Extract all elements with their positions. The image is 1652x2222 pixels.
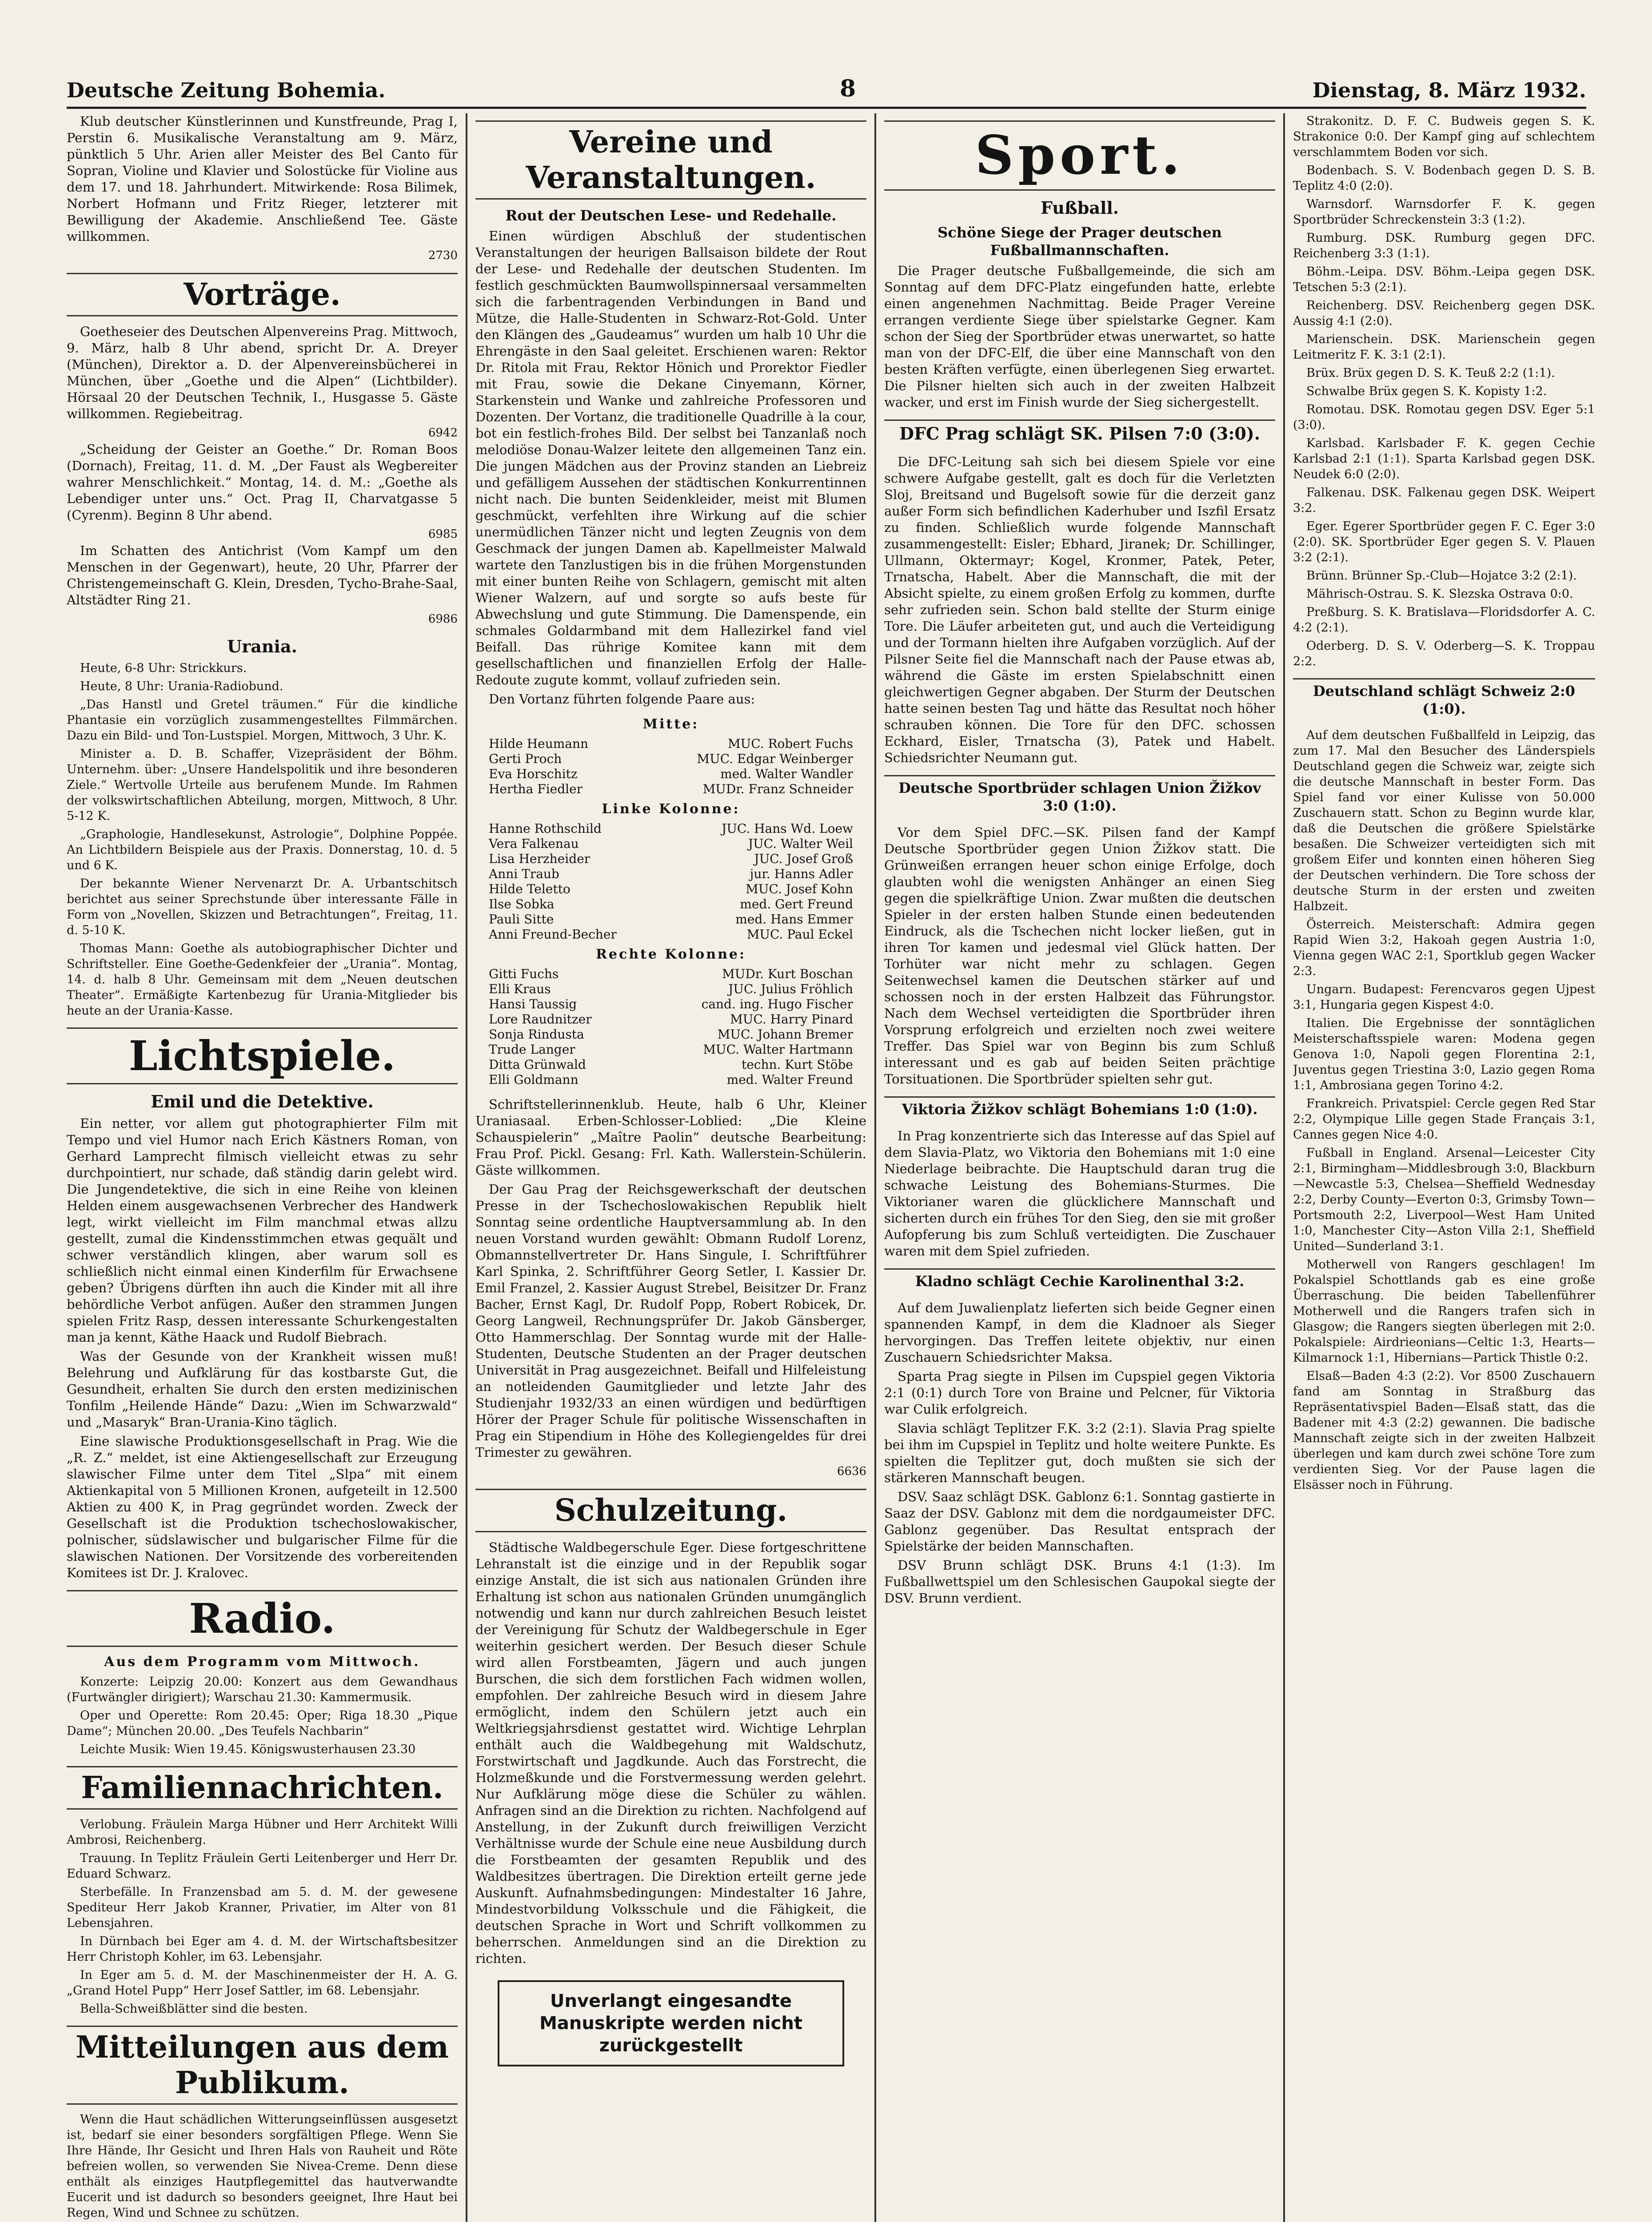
issue-date: Dienstag, 8. März 1932. — [1312, 78, 1586, 102]
radio-item: Konzerte: Leipzig 20.00: Konzert aus dem Gewandhaus (Furtwängler dirigiert); Warschau 21.30: Kammermusik. — [67, 1675, 458, 1704]
pair-row: Gitti Fuchs MUDr. Kurt Boschan — [489, 967, 853, 981]
pairs-heading-links: Linke Kolonne: — [602, 801, 740, 817]
pair-row: Hilde Heumann MUC. Robert Fuchs — [489, 736, 853, 751]
klub-text: Klub deutscher Künstlerinnen und Kunstfreunde, Prag I, Perstin 6. Musikalische Veranstaltung am 9. März, pünktlich 5 Uhr. Arien aller Meister des Bel Canto für Sopran, Violine und Klavier und Solostücke für Violine aus dem 17. und 18. Jahrhundert. Mitwirkende: Rosa Bilimek, Norbert Hofmann und Fritz Rieger, letzterer mit Bewilligung der Akademie. Anschließend Tee. Gäste willkommen. — [67, 114, 458, 244]
radio-subheading: Aus dem Programm vom Mittwoch. — [104, 1654, 420, 1670]
vortrag-item: Im Schatten des Antichrist (Vom Kampf um den Menschen in der Gegenwart), heute, 20 Uhr, Pfarrer der Christengemeinschaft G. Klein, Dresden, Tycho-Brahe-Saal, Altstädter Ring 21. — [67, 543, 458, 607]
article-radio — [67, 1674, 458, 1757]
pair-row: Trude Langer MUC. Walter Hartmann — [489, 1042, 853, 1057]
section-heading-familie: Familiennachrichten. — [67, 1766, 458, 1810]
subheading-dfc: DFC Prag schlägt SK. Pilsen 7:0 (3:0). — [884, 420, 1275, 447]
page-number: 8 — [840, 75, 856, 102]
pair-row: Anni Freund-Becher MUC. Paul Eckel — [489, 927, 853, 942]
section-heading-vereine: Vereine und Veranstaltungen. — [475, 120, 866, 200]
result-item: Karlsbad. Karlsbader F. K. gegen Cechie Karlsbad 2:1 (1:1). Sparta Karlsbad gegen DSK. Neudek 6:0 (2:0). — [1293, 436, 1595, 481]
pair-row: Gerti Proch MUC. Edgar Weinberger — [489, 751, 853, 766]
pairs-heading-rechts: Rechte Kolonne: — [595, 947, 746, 962]
urania-item: Der bekannte Wiener Nervenarzt Dr. A. Urbantschitsch berichtet aus seiner Sprechstunde über interessante Fälle in Form von „Novellen, Skizzen und Betrachtungen“, Freitag, 11. d. 5-10 K. — [67, 877, 458, 937]
column-rule — [874, 113, 876, 2222]
article-familie — [67, 1817, 458, 2017]
sport-text: Elsaß—Baden 4:3 (2:2). Vor 8500 Zuschauern fand am Sonntag in Straßburg das Repräsentativspiel Baden—Elsaß statt, das die Badener mit 4:3 (2:2) gewannen. Die badische Mannschaft zeigte sich in der zweiten Halbzeit überlegen und kam durch zwei schöne Tore zum verdienten Sieg. Vor der Pause lagen die Elsässer noch in Führung. — [1293, 1369, 1595, 1492]
advert-line: Bella-Schweißblätter sind die besten. — [80, 2002, 308, 2016]
sport-text: Fußball in England. Arsenal—Leicester City 2:1, Birmingham—Middlesbrough 3:0, Blackburn—Newcastle 5:3, Chelsea—Sheffield Wednesday 2:2, Derby County—Everton 0:3, Grimsby Town—Portsmouth 2:2, Liverpool—West Ham United 1:0, Manchester City—Aston Villa 2:1, Sheffield United—Sunderland 3:1. — [1293, 1146, 1595, 1253]
pair-row: Elli Kraus JUC. Julius Fröhlich — [489, 982, 853, 996]
film-notice: Was der Gesunde von der Krankheit wissen muß! Belehrung und Aufklärung für das kostbarste Gut, die Gesundheit, erhalten Sie durch den ersten medizinischen Tonfilm „Heilende Hände“ Dazu: „Wien im Schwarzwald“ und „Masaryk“ Bran-Urania-Kino täglich. — [67, 1349, 458, 1430]
result-item: Brüx. Brüx gegen D. S. K. Teuß 2:2 (1:1). — [1306, 366, 1555, 380]
newspaper-title: Deutsche Zeitung Bohemia. — [67, 78, 386, 102]
sport-text: Frankreich. Privatspiel: Cercle gegen Red Star 2:2, Olympique Lille gegen Stade Français 3:1, Cannes gegen Nice 4:0. — [1293, 1097, 1595, 1142]
mitteilung-text: Wenn die Haut schädlichen Witterungseinflüssen ausgesetzt ist, bedarf sie einer besonders sorgfältigen Pflege. Wenn Sie Ihre Hände, Ihr Gesicht und Ihren Hals von Rauheit und Röte befreien wollen, so verwenden Sie Nivea-Creme. Denn diese enthält als einziges Hautpflegemittel das hautverwandte Eucerit und ist dadurch so besonders geeignet, Ihre Haut bei Regen, Wind und Schnee zu schützen. — [67, 2113, 458, 2220]
sport-text: In Prag konzentrierte sich das Interesse auf das Spiel auf dem Slavia-Platz, wo Viktoria den Bohemians mit 1:0 eine Niederlage beibrachte. Die Hauptschuld daran trug die schwache Leistung des Bohemians-Sturmes. Die Viktorianer waren die glücklichere Mannschaft und sicherten durch ein frühes Tor den Sieg, den sie mit großer Aufopferung bis zum Schluß verteidigten. Die Zuschauer waren mit dem Spiel zufrieden. — [884, 1128, 1275, 1259]
article-rout — [475, 228, 866, 707]
subheading-rout: Rout der Deutschen Lese- und Redehalle. — [505, 207, 837, 224]
article-results — [1293, 113, 1595, 669]
pairs-list-rechts — [475, 967, 866, 1087]
subheading-deutschland-schweiz: Deutschland schlägt Schweiz 2:0 (1:0). — [1293, 678, 1595, 720]
article-dfc — [884, 454, 1275, 766]
result-item: Strakonitz. D. F. C. Budweis gegen S. K. Strakonice 0:0. Der Kampf ging auf schlechtem verschlammtem Boden vor sich. — [1293, 114, 1595, 159]
pair-row: Hanne Rothschild JUC. Hans Wd. Loew — [489, 821, 853, 836]
pair-row: Hertha Fiedler MUDr. Franz Schneider — [489, 782, 853, 796]
family-item: Trauung. In Teplitz Fräulein Gerti Leitenberger und Herr Dr. Eduard Schwarz. — [67, 1851, 458, 1881]
rout-text: Einen würdigen Abschluß der studentischen Veranstaltungen der heurigen Ballsaison bildete der Rout der Lese- und Redehalle der deutschen Studenten. Im festlich geschmückten Baumwollspinnersaal versammelten sich die farbentragenden Verbindungen in Band und Mütze, die Halle-Studenten in Schwarz-Rot-Gold. Unter den Klängen des „Gaudeamus“ wurden um halb 10 Uhr die Ehrengäste in den Saal geleitet. Erschienen waren: Rektor Dr. Ritola mit Frau, Rektor Hönich und Prorektor Fiedler mit Frau, sowie die Dekane Cinyemann, Körner, Starkenstein und Wanke und zahlreiche Professoren und Dozenten. Der Vortanz, die traditionelle Quadrille à la cour, bot ein festlich-frohes Bild. Der selbst bei Tanzanlaß noch melodiöse Donau-Walzer leitete den allgemeinen Tanz ein. Die jungen Mädchen aus der Provinz standen an Liebreiz und gefälligem Aussehen der städtischen Konkurrentinnen nicht nach. Die bunten Seidenkleider, meist mit Blumen geschmückt, verfehlten ihre Wirkung auf die schier unermüdlichen Tänzer nicht und legten Zeugnis von dem Geschmack der jungen Damen ab. Kapellmeister Malwald wartete den Tanzlustigen bis in die frühen Morgenstunden mit einer bunten Reihe von Schlagern, gemischt mit alten Wiener Walzern, auf und sorgte so aufs beste für Abwechslung und gute Stimmung. Die Damenspende, ein schmales Goldarmband mit dem Hallezirkel fand viel Beifall. Das rührige Komitee kann mit dem gesellschaftlichen und finanziellen Erfolg der Halle-Redoute zugute kommt, vollauf zufrieden sein. — [475, 228, 866, 687]
article-schulzeitung — [475, 1539, 866, 1967]
section-heading-mitteilungen: Mitteilungen aus dem Publikum. — [67, 2026, 458, 2105]
result-item: Falkenau. DSK. Falkenau gegen DSK. Weipert 3:2. — [1293, 486, 1595, 515]
article-vereine-more — [475, 1096, 866, 1480]
urania-item: „Graphologie, Handlesekunst, Astrologie“, Dolphine Poppée. An Lichtbildern Beispiele aus der Praxis. Donnerstag, 10. d. 5 und 6 K. — [67, 827, 458, 872]
pair-row: Hilde Teletto MUC. Josef Kohn — [489, 882, 853, 896]
pair-row: Lore Raudnitzer MUC. Harry Pinard — [489, 1012, 853, 1027]
pair-row: Vera Falkenau JUC. Walter Weil — [489, 836, 853, 851]
film-review: Ein netter, vor allem gut photographierter Film mit Tempo und viel Humor nach Erich Kästners Roman, von Gerhard Lamprecht filmisch vielleicht etwas zu sehr durchpointiert, nur schade, daß ständig darin gelebt wird. Die Jungendetektive, die sich in eine Reihe von kleinen Helden einem ausgewachsenen Verbrecher des Handwerk legt, wirkt vielleicht im Film manchmal etwas allzu gestellt, zumal die Kindensstimmchen etwas gequält und schwer verständlich klingen, aber warum soll es schließlich nicht einmal einen Kinderfilm für Erwachsene geben? Übrigens dürften ihn auch die Kinder mit all ihre behördliche Verbot anfügen. Außer den strammen Jungen spielen Fritz Rasp, dessen interessante Schurkengestalten man ja kennt, Käthe Haack und Rudolf Biebrach. — [67, 1116, 458, 1345]
family-item: In Eger am 5. d. M. der Maschinenmeister der H. A. G. „Grand Hotel Pupp“ Herr Josef Sattler, im 68. Lebensjahr. — [67, 1968, 458, 1998]
article-urania — [67, 660, 458, 1019]
sport-text: Auf dem Juwalienplatz lieferten sich beide Gegner einen spannenden Kampf, in dem die Kladnoer als Sieger hervorgingen. Das Treffen leitete objektiv, nur einen Zuschauern Schiedsrichter Maksa. — [884, 1300, 1275, 1365]
radio-item: Leichte Musik: Wien 19.45. Königswusterhausen 23.30 — [80, 1742, 416, 1756]
pair-row: Lisa Herzheider JUC. Josef Groß — [489, 851, 853, 866]
result-item: Bodenbach. S. V. Bodenbach gegen D. S. B. Teplitz 4:0 (2:0). — [1293, 164, 1595, 193]
sport-short: Sparta Prag siegte in Pilsen im Cupspiel gegen Viktoria 2:1 (0:1) durch Tore von Braine und Pelcner, für Viktoria war Culik erfolgreich. — [884, 1369, 1275, 1417]
family-item: Sterbefälle. In Franzensbad am 5. d. M. der gewesene Spediteur Herr Jakob Kranner, Privatier, im Alter von 81 Lebensjahren. — [67, 1885, 458, 1930]
result-item: Mährisch-Ostrau. S. K. Slezska Ostrava 0:0. — [1306, 587, 1573, 601]
urania-item: Thomas Mann: Goethe als autobiographischer Dichter und Schriftsteller. Eine Goethe-Gedenkfeier der „Urania“. Montag, 14. d. halb 8 Uhr. Gemeinsam mit dem „Neuen deutschen Theater“. Ermäßigte Kartenbezug für Urania-Mitglieder bis heute an der Urania-Kasse. — [67, 942, 458, 1018]
column-rule — [466, 113, 467, 2222]
urania-item: Heute, 8 Uhr: Urania-Radiobund. — [80, 679, 283, 693]
sport-short: DSV Brunn schlägt DSK. Bruns 4:1 (1:3). Im Fußballwettspiel um den Schlesischen Gaupokal siegte der DSV. Brunn verdient. — [884, 1558, 1275, 1606]
subheading-fussball: Fußball. — [1040, 198, 1119, 218]
result-item: Eger. Egerer Sportbrüder gegen F. C. Eger 3:0 (2:0). SK. Sportbrüder Eger gegen S. V. Plauen 3:2 (2:1). — [1293, 520, 1595, 564]
sport-text: Die Prager deutsche Fußballgemeinde, die sich am Sonntag auf dem DFC-Platz eingefunden hatte, erlebte einen angenehmen Nachmittag. Beide Prager Vereine errangen verdiente Siege über spielstarke Gegner. Kam schon der Sieg der Sportbrüder etwas unerwartet, so hatte man von der DFC-Elf, die über eine Mannschaft von den besten Kräften verfügte, einen überlegenen Sieg erwartet. Die Pilsner hielten sich auch in der zweiten Halbzeit wacker, und erst im Finish wurde der Sieg sichergestellt. — [884, 263, 1275, 410]
sport-text: Vor dem Spiel DFC.—SK. Pilsen fand der Kampf Deutsche Sportbrüder gegen Union Žižkov statt. Die Grünweißen errangen heuer schon einige Erfolge, doch glaubten wohl die wenigsten Anhänger an einen Sieg gegen die spielkräftige Union. Zwar mußten die deutschen Spieler in der ersten halben Stunde einen bedeutenden Eindruck, als die Tschechen nicht locker ließen, gut in ihren Tor kamen und jedesmal viel Glück hatten. Der Torhüter war nicht mehr zu schlagen. Gegen Seitenwechsel kamen die Deutschen stärker auf und schossen noch in der ersten Halbzeit das Führungstor. Nach dem Wechsel verteidigten die Sportbrüder ihren Vorsprung erfolgreich und erzielten noch zwei weitere Treffer. Das Spiel war von Beginn bis zum Schluß interessant und es gab auf beiden Seiten prächtige Torsituationen. Die Sportbrüder spielten sehr gut. — [884, 825, 1275, 1087]
section-heading-schulzeitung: Schulzeitung. — [475, 1489, 866, 1532]
pair-row: Pauli Sitte med. Hans Emmer — [489, 912, 853, 927]
section-heading-vortraege: Vorträge. — [67, 273, 458, 316]
subheading-emil: Emil und die Detektive. — [151, 1091, 374, 1111]
manuscript-notice-box: Unverlangt eingesandte Manuskripte werden nicht zurückgestellt — [498, 1980, 844, 2066]
pair-row: Hansi Taussig cand. ing. Hugo Fischer — [489, 997, 853, 1011]
column-3 — [884, 113, 1275, 2222]
section-heading-lichtspiele: Lichtspiele. — [67, 1027, 458, 1084]
pairs-heading-mitte: Mitte: — [642, 716, 699, 732]
pair-row: Sonja Rindusta MUC. Johann Bremer — [489, 1027, 853, 1042]
column-1 — [67, 113, 458, 2222]
film-notice: Eine slawische Produktionsgesellschaft in Prag. Wie die „R. Z.“ meldet, ist eine Aktiengesellschaft zur Erzeugung slawischer Filme unter dem Titel „Slpa“ mit einem Aktienkapital von 5 Millionen Kronen, aufgeteilt in 12.500 Aktien zu 400 K, in Prag gegründet worden. Zweck der Gesellschaft ist die Produktion tschechoslowakischer, polnischer, südslawischer und bulgarischer Filme für die slawischen Nationen. Der Vorsitzende des vorbereitenden Komitees ist Dr. J. Kralovec. — [67, 1434, 458, 1580]
article-vortraege — [67, 324, 458, 627]
article-sport-intro — [884, 263, 1275, 411]
urania-item: Minister a. D. B. Schaffer, Vizepräsident der Böhm. Unternehm. über: „Unsere Handelspolitik und ihre besonderen Ziele.“ Wertvolle Urteile aus berufenem Munde. Im Rahmen der volkswirtschaftlichen Abteilung, morgen, Mittwoch, 8 Uhr. 5-12 K. — [67, 747, 458, 823]
result-item: Romotau. DSK. Romotau gegen DSV. Eger 5:1 (3:0). — [1293, 403, 1595, 432]
column-2 — [475, 113, 866, 2222]
result-item: Reichenberg. DSV. Reichenberg gegen DSK. Aussig 4:1 (2:0). — [1293, 299, 1595, 328]
sport-short: Slavia schlägt Teplitzer F.K. 3:2 (2:1). Slavia Prag spielte bei ihm im Cupspiel in Teplitz und holte weitere Punkte. Es spielten die Teplitzer gut, doch mußten sie sich der stärkeren Mannschaft beugen. — [884, 1421, 1275, 1485]
subheading-viktoria: Viktoria Žižkov schlägt Bohemians 1:0 (1:0). — [884, 1096, 1275, 1121]
pair-row: Elli Goldmann med. Walter Freund — [489, 1072, 853, 1087]
pair-row: Anni Traub jur. Hanns Adler — [489, 867, 853, 881]
article-sportbrueder — [884, 824, 1275, 1087]
vortrag-item: „Scheidung der Geister an Goethe.“ Dr. Roman Boos (Dornach), Freitag, 11. d. M. „Der Faust als Wegbereiter wahrer Menschlichkeit.“ Montag, 14. d. M.: „Goethe als Lebendiger unter uns.“ Oct. Prag II, Charvatgasse 5 (Cyrenm). Beginn 8 Uhr abend. — [67, 442, 458, 523]
result-item: Schwalbe Brüx gegen S. K. Kopisty 1:2. — [1306, 384, 1547, 398]
family-item: Verlobung. Fräulein Marga Hübner und Herr Architekt Willi Ambrosi, Reichenberg. — [67, 1818, 458, 1847]
pair-row: Ditta Grünwald techn. Kurt Stöbe — [489, 1057, 853, 1072]
sport-text: Die DFC-Leitung sah sich bei diesem Spiele vor eine schwere Aufgabe gestellt, galt es doch für die Verletzten Sloj, Breitsand und Bugelsoft sowie für die derzeit ganz außer Form sich befindlichen Kaderhuber und Iszfil Ersatz zu finden. Schließlich wurde folgende Mannschaft zusammengestellt: Eisler; Ebhard, Jiranek; Dr. Schillinger, Ullmann, Oktermayr; Kogel, Kronmer, Patek, Peter, Trnatscha, Habelt. Aber die Mannschaft, die mit der Absicht spielte, zu einem großen Erfolg zu kommen, durfte sehr zufrieden sein. Schon bald stellte der Sturm einige Tore. Die Läufer arbeiteten gut, und auch die Verteidigung und der Tormann hielten ihre Aufgaben vorzüglich. Auf der Pilsner Seite fiel die Mannschaft nach der Pause etwas ab, während die Gäste im ersten Spielabschnitt einen gleichwertigen Gegner abgaben. Der Sturm der Deutschen hatte seinen besten Tag und hätte das Resultat noch höher schrauben können. Die Tore für den DFC. schossen Eckhard, Eisler, Trnatscha (3), Patek und Habelt. Schiedsrichter Neumann gut. — [884, 454, 1275, 765]
verein-notice: Der Gau Prag der Reichsgewerkschaft der deutschen Presse in der Tschechoslowakischen Republik hielt Sonntag seine ordentliche Hauptversammlung ab. In den neuen Vorstand wurden gewählt: Obmann Rudolf Lorenz, Obmannstellvertreter Dr. Hans Singule, I. Schriftführer Karl Spinka, 2. Schriftführer Georg Setler, I. Kassier Dr. Emil Franzel, 2. Kassier August Strebel, Beisitzer Dr. Franz Bacher, Ernst Kagl, Dr. Rudolf Popp, Robert Robicek, Dr. Georg Langweil, Rechnungsprüfer Dr. Jakob Gänsberger, Otto Hammerschlag. Der Sonntag wurde mit der Halle-Studenten, Deutsche Studenten an der Prager deutschen Universität in Prag ausgezeichnet. Beifall und Hilfeleistung an notleidenden Gaumitglieder und letzte Jahr des Studienjahr 1932/33 an einen würdigen und bedürftigen Hörer der Prager Schule für politische Wissenschaften in Prag ein Stipendium in Höhe des Kollegiengeldes für drei Trimester zu gewähren. — [475, 1182, 866, 1460]
section-heading-sport: Sport. — [884, 120, 1275, 191]
result-item: Rumburg. DSK. Rumburg gegen DFC. Reichenberg 3:3 (1:1). — [1293, 231, 1595, 260]
subheading-kladno: Kladno schlägt Cechie Karolinenthal 3:2. — [884, 1268, 1275, 1293]
column-4 — [1293, 113, 1595, 2222]
masthead — [67, 76, 1586, 109]
column-rule — [1283, 113, 1285, 2222]
result-item: Brünn. Brünner Sp.-Club—Hojatce 3:2 (2:1). — [1306, 569, 1577, 583]
subheading-siege: Schöne Siege der Prager deutschen Fußballmannschaften. — [938, 224, 1222, 259]
verein-notice: Schriftstellerinnenklub. Heute, halb 6 Uhr, Kleiner Uraniasaal. Erben-Schlosser-Loblied: „Die Kleine Schauspielerin“ „Maître Paolin“ deutsche Bearbeitung: Frau Prof. Pickl. Gesang: Frl. Kath. Wallerstein-Schülerin. Gäste willkommen. — [475, 1097, 866, 1178]
result-item: Marienschein. DSK. Marienschein gegen Leitmeritz F. K. 3:1 (2:1). — [1293, 332, 1595, 362]
pair-row: Ilse Sobka med. Gert Freund — [489, 897, 853, 911]
result-item: Böhm.-Leipa. DSV. Böhm.-Leipa gegen DSK. Tetschen 5:3 (2:1). — [1293, 265, 1595, 294]
school-text: Städtische Waldbegerschule Eger. Diese fortgeschrittene Lehranstalt ist die einzige und in der Republik sogar einzige Anstalt, die ist sich aus nationalen Gründen ihre Erhaltung ist schon aus nationalen Gründen unumgänglich notwendig und kann nur durch zahlreichen Besuch leistet der Vereinigung für Schutz der Waldbegerschule in Eger weiterhin gesichert werden. Der Besuch dieser Schule wird allen Forstbeamten, Jägern und auch jungen Burschen, die sich dem forstlichen Fach widmen wollen, empfohlen. Der zahlreiche Besuch wird in diesem Jahre ermöglicht, indem den Schülern jetzt auch ein Weltkriegsjahrsdienst gestattet wird. Wichtige Lehrplan enthält auch die Waldbegehung mit Waldschutz, Forstwirtschaft und Jagdkunde. Auch das Forstrecht, die Holzmeßkunde und die Forstvermessung werden gelehrt. Nur Aufklärung möge diese die Schüler zu wählen. Anfragen sind an die Direktion zu richten. Nachfolgend auf Anstellung, in der Zukunft durch freiwilligen Verzicht Verhältnisse wurde der Schule eine neue Ausbildung durch die Forstbeamten der gesamten Republik und des Waldbesitzes übertragen. Die Direktion erteilt gerne jede Auskunft. Aufnahmsbedingungen: Mindestalter 16 Jahre, Mindestvorbildung Volksschule und die Fähigkeit, die deutschen Sprache in Wort und Schrift vollkommen zu beherrschen. Anmeldungen sind an die Direktion zu richten. — [475, 1540, 866, 1966]
sport-text: Österreich. Meisterschaft: Admira gegen Rapid Wien 3:2, Hakoah gegen Austria 1:0, Vienna gegen WAC 2:1, Sportklub gegen Wacker 2:3. — [1293, 918, 1595, 978]
sport-text: Auf dem deutschen Fußballfeld in Leipzig, das zum 17. Mal den Besucher des Länderspiels Deutschland gegen die Schweiz war, zeigte sich die deutsche Mannschaft in bester Form. Das Spiel fand vor einer Kulisse von 50.000 Zuschauern statt. Schon zu Beginn wurde klar, daß die Deutschen die größere Spielstärke besaßen. Die Schweizer verteidigten sich mit großem Eifer und konnten einen höheren Sieg der Deutschen verhindern. Die Tore schoss der deutsche Sturm in der ersten und zweiten Halbzeit. — [1293, 728, 1595, 913]
subheading-sportbrueder: Deutsche Sportbrüder schlagen Union Žižkov 3:0 (1:0). — [884, 775, 1275, 817]
article-lichtspiele — [67, 1115, 458, 1581]
ad-number: 6636 — [837, 1465, 866, 1478]
rout-text: Den Vortanz führten folgende Paare aus: — [489, 691, 755, 707]
ad-number: 6942 — [428, 426, 458, 440]
result-item: Warnsdorf. Warnsdorfer F. K. gegen Sportbrüder Schreckenstein 3:3 (1:2). — [1293, 197, 1595, 227]
sport-short: DSV. Saaz schlägt DSK. Gablonz 6:1. Sonntag gastierte in Saaz der DSV. Gablonz mit dem die nordgaumeister DFC. Gablonz gegenüber. Das Resultat entsprach der Spielstärke der beiden Mannschaften. — [884, 1489, 1275, 1554]
pair-row: Eva Horschitz med. Walter Wandler — [489, 767, 853, 781]
urania-item: „Das Hanstl und Gretel träumen.“ Für die kindliche Phantasie ein vorzüglich zusammengestelltes Filmmärchen. Dazu ein Bild- und Ton-Lustspiel. Morgen, Mittwoch, 3 Uhr. K. — [67, 698, 458, 743]
pairs-list-links — [475, 821, 866, 942]
family-item: In Dürnbach bei Eger am 4. d. M. der Wirtschaftsbesitzer Herr Christoph Kohler, im 63. Lebensjahr. — [67, 1934, 458, 1964]
article-international — [1293, 727, 1595, 1493]
ad-number: 6986 — [428, 612, 458, 626]
urania-item: Heute, 6-8 Uhr: Strickkurs. — [80, 661, 247, 675]
article-viktoria — [884, 1128, 1275, 1259]
pairs-list-mitte — [475, 736, 866, 797]
sport-text: Motherwell von Rangers geschlagen! Im Pokalspiel Schottlands gab es eine große Überraschung. Die beiden Tabellenführer Motherwell und die Rangers trafen sich in Glasgow; die Rangers siegten überlegen mit 2:0. Pokalspiele: Airdrieonians—Celtic 1:3, Hearts—Kilmarnock 1:1, Hibernians—Partick Thistle 0:2. — [1293, 1258, 1595, 1365]
section-heading-radio: Radio. — [67, 1590, 458, 1647]
result-item: Oderberg. D. S. V. Oderberg—S. K. Troppau 2:2. — [1293, 639, 1595, 668]
ad-number: 2730 — [428, 249, 458, 262]
article-kladno — [884, 1300, 1275, 1607]
radio-item: Oper und Operette: Rom 20.45: Oper; Riga 18.30 „Pique Dame“; München 20.00. „Des Teufels Nachbarin“ — [67, 1709, 458, 1738]
article-mitteilungen — [67, 2112, 458, 2221]
sport-text: Ungarn. Budapest: Ferencvaros gegen Ujpest 3:1, Hungaria gegen Kispest 4:0. — [1293, 983, 1595, 1012]
ad-number: 6985 — [428, 528, 458, 541]
vortrag-item: Goetheseier des Deutschen Alpenvereins Prag. Mittwoch, 9. März, halb 8 Uhr abend, spricht Dr. A. Dreyer (München), Direktor a. D. der Alpenvereinsbücherei in München, über „Goethe und die Alpen“ (Lichtbilder). Hörsaal 20 der Deutschen Technik, I., Husgasse 5. Gäste willkommen. Regiebeitrag. — [67, 324, 458, 421]
result-item: Preßburg. S. K. Bratislava—Floridsdorfer A. C. 4:2 (2:1). — [1293, 605, 1595, 635]
article-klub — [67, 113, 458, 264]
subheading-urania: Urania. — [227, 636, 297, 656]
sport-text: Italien. Die Ergebnisse der sonntäglichen Meisterschaftsspiele waren: Modena gegen Genova 1:0, Napoli gegen Florentina 2:1, Juventus gegen Triestina 3:0, Lazio gegen Roma 1:1, Ambrosiana gegen Torino 4:2. — [1293, 1016, 1595, 1092]
